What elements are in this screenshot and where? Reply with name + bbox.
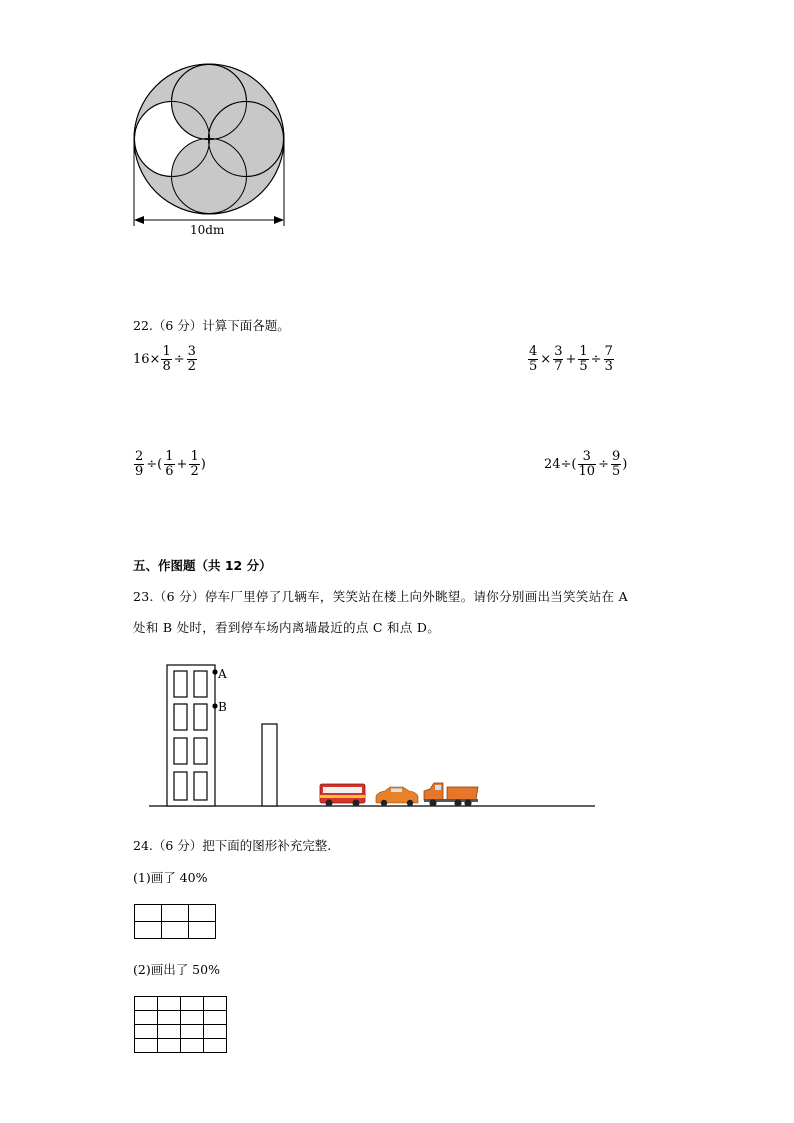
wall	[262, 724, 277, 806]
dimension-label: 10dm	[190, 223, 225, 237]
q24-text: 24.（6 分）把下面的图形补充完整.	[133, 838, 332, 853]
grid-3x2	[134, 904, 216, 939]
q22-expr-4: 24÷( $\frac{3}{10}$ ÷ $\frac{9}{5}$ )	[544, 449, 628, 479]
point-a-dot	[212, 669, 217, 674]
q22-expr-1: 16× $\frac{1}{8}$ ÷ $\frac{3}{2}$	[133, 344, 196, 374]
point-b-label: B	[218, 700, 227, 714]
point-a-label: A	[218, 667, 227, 681]
bus-icon	[320, 784, 365, 807]
q24-part-2: (2)画出了 50%	[133, 962, 220, 977]
q22-text: 22.（6 分）计算下面各题。	[133, 318, 290, 333]
q23-line-2: 处和 B 处时，看到停车场内离墙最近的点 C 和点 D。	[133, 620, 441, 635]
grid-4x4	[134, 996, 227, 1053]
parking-scene	[145, 660, 600, 812]
q22-expr-3: $\frac{2}{9}$ ÷( $\frac{1}{6}$ + $\frac{1}{2}$ )	[135, 449, 206, 479]
point-b-dot	[212, 703, 217, 708]
q24-part-1: (1)画了 40%	[133, 870, 208, 885]
car-icon	[376, 787, 418, 806]
building	[167, 665, 215, 806]
circle-figure	[128, 58, 293, 240]
q23-line-1: 23.（6 分）停车厂里停了几辆车，笑笑站在楼上向外眺望。请你分别画出当笑笑站在 A	[133, 589, 628, 604]
q22-expr-2: $\frac{4}{5}$ × $\frac{3}{7}$ + $\frac{1}{5}$ ÷ $\frac{7}{3}$	[529, 344, 613, 374]
truck-icon	[424, 783, 478, 807]
section-title: 五、作图题（共 12 分）	[133, 558, 272, 573]
